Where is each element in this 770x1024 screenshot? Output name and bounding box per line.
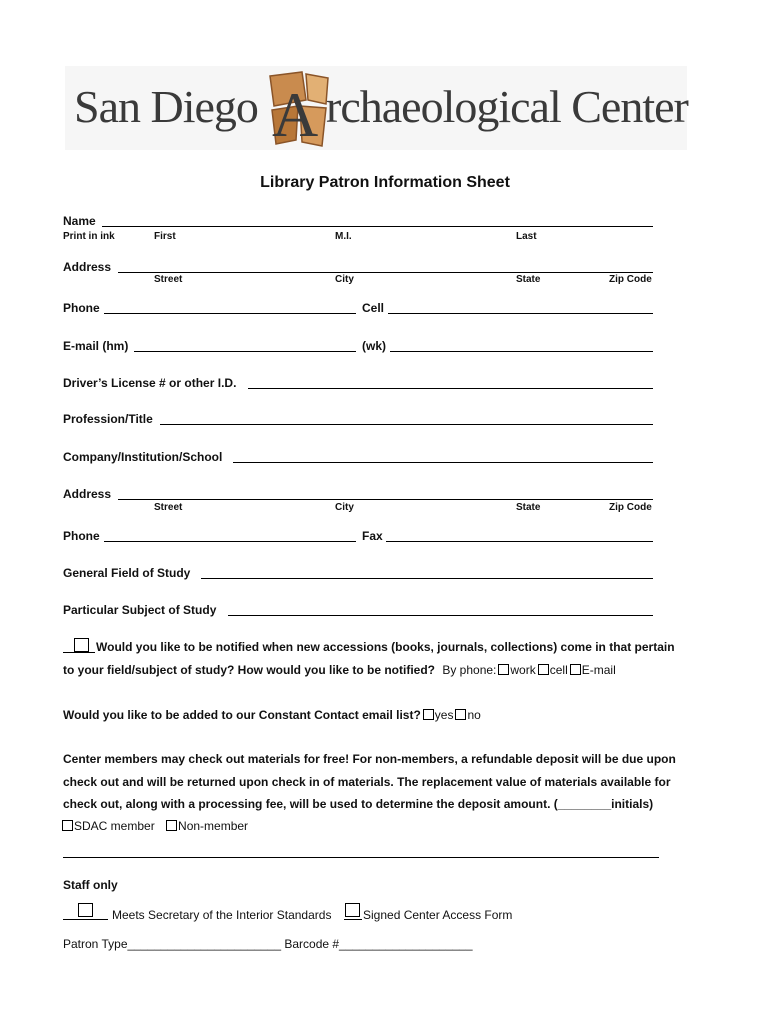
members-line3: check out, along with a processing fee, will be used to determine the deposit amount. (________initials) bbox=[63, 797, 654, 811]
notify-cell-label: cell bbox=[549, 663, 568, 677]
logo-letter-a: A bbox=[272, 79, 319, 150]
barcode-label: Barcode # bbox=[284, 937, 340, 951]
subject-label: Particular Subject of Study bbox=[63, 603, 217, 617]
name-label: Name bbox=[63, 214, 96, 228]
address2-field[interactable] bbox=[118, 499, 653, 500]
cell-field[interactable] bbox=[388, 313, 653, 314]
sdac-member-label: SDAC member bbox=[74, 819, 155, 833]
notify-email-checkbox[interactable] bbox=[570, 664, 581, 675]
signed-blank bbox=[344, 919, 362, 920]
membership-row bbox=[60, 819, 248, 833]
constant-contact-yes-label: yes bbox=[434, 708, 454, 722]
signed-access-form-label: Signed Center Access Form bbox=[363, 908, 513, 922]
constant-contact-yes-checkbox[interactable] bbox=[423, 709, 434, 720]
field-of-study-field[interactable] bbox=[201, 578, 653, 579]
fax-field[interactable] bbox=[386, 541, 653, 542]
constant-contact-no-checkbox[interactable] bbox=[455, 709, 466, 720]
non-member-label: Non-member bbox=[178, 819, 249, 833]
license-field[interactable] bbox=[248, 388, 653, 389]
phone-field[interactable] bbox=[104, 313, 356, 314]
email-work-field[interactable] bbox=[390, 351, 653, 352]
constant-contact-question: Would you like to be added to our Constant Contact email list? bbox=[63, 708, 421, 722]
constant-contact-no-label: no bbox=[467, 708, 481, 722]
profession-field[interactable] bbox=[160, 424, 653, 425]
notify-question-line1: Would you like to be notified when new accessions (books, journals, collections) come in that pertain bbox=[96, 640, 675, 654]
barcode-field[interactable]: ____________________ bbox=[339, 937, 473, 951]
cell-label: Cell bbox=[362, 301, 385, 315]
email-work-label: (wk) bbox=[362, 339, 386, 353]
notify-email-label: E-mail bbox=[581, 663, 616, 677]
email-home-field[interactable] bbox=[134, 351, 356, 352]
phone-label: Phone bbox=[63, 301, 100, 315]
name-hint: Print in ink bbox=[63, 231, 115, 242]
address-zip-label: Zip Code bbox=[609, 274, 652, 285]
notify-question-line2-text: to your field/subject of study? How would you like to be notified? bbox=[63, 663, 435, 677]
logo-text-san-diego: San Diego bbox=[74, 81, 258, 132]
notify-cell-checkbox[interactable] bbox=[538, 664, 549, 675]
constant-contact-row bbox=[63, 708, 481, 722]
non-member-checkbox[interactable] bbox=[166, 820, 177, 831]
page-title: Library Patron Information Sheet bbox=[260, 174, 510, 191]
notify-work-label: work bbox=[510, 663, 536, 677]
sdac-member-checkbox[interactable] bbox=[62, 820, 73, 831]
email-home-label: E-mail (hm) bbox=[63, 339, 129, 353]
meets-blank bbox=[63, 919, 108, 920]
address-street-label: Street bbox=[154, 274, 183, 285]
logo-mosaic-icon bbox=[262, 70, 334, 150]
address2-city-label: City bbox=[335, 502, 354, 513]
notify-checkbox[interactable] bbox=[74, 638, 89, 652]
name-first-label: First bbox=[154, 231, 176, 242]
address-label: Address bbox=[63, 260, 112, 274]
company-field[interactable] bbox=[233, 462, 653, 463]
phone2-label: Phone bbox=[63, 529, 100, 543]
staff-heading: Staff only bbox=[63, 878, 118, 892]
meets-standards-label: Meets Secretary of the Interior Standards bbox=[112, 908, 332, 922]
meets-standards-checkbox[interactable] bbox=[78, 903, 93, 917]
patron-type-field[interactable]: _______________________ bbox=[127, 937, 281, 951]
address-field[interactable] bbox=[118, 272, 653, 273]
address-city-label: City bbox=[335, 274, 354, 285]
separator-line bbox=[63, 857, 659, 858]
address-state-label: State bbox=[516, 274, 541, 285]
address2-label: Address bbox=[63, 487, 112, 501]
members-line2: check out and will be returned upon check in of materials. The replacement value of materials available for bbox=[63, 775, 671, 789]
address2-street-label: Street bbox=[154, 502, 183, 513]
notify-question-line2 bbox=[63, 663, 616, 677]
name-mi-label: M.I. bbox=[335, 231, 352, 242]
subject-field[interactable] bbox=[228, 615, 653, 616]
patron-barcode-row bbox=[63, 937, 473, 951]
phone2-field[interactable] bbox=[104, 541, 356, 542]
notify-blank bbox=[63, 652, 95, 653]
profession-label: Profession/Title bbox=[63, 412, 153, 426]
members-line1: Center members may check out materials for free! For non-members, a refundable deposit will be due upon bbox=[63, 752, 676, 766]
address2-zip-label: Zip Code bbox=[609, 502, 652, 513]
company-label: Company/Institution/School bbox=[63, 450, 223, 464]
fax-label: Fax bbox=[362, 529, 383, 543]
name-field[interactable] bbox=[102, 226, 653, 227]
address2-state-label: State bbox=[516, 502, 541, 513]
by-phone-label: By phone: bbox=[442, 663, 497, 677]
license-label: Driver’s License # or other I.D. bbox=[63, 376, 237, 390]
name-last-label: Last bbox=[516, 231, 537, 242]
signed-access-form-checkbox[interactable] bbox=[345, 903, 360, 917]
field-of-study-label: General Field of Study bbox=[63, 566, 191, 580]
logo-text-archaeological-center: rchaeological Center bbox=[326, 81, 688, 132]
notify-work-checkbox[interactable] bbox=[498, 664, 509, 675]
patron-type-label: Patron Type bbox=[63, 937, 128, 951]
